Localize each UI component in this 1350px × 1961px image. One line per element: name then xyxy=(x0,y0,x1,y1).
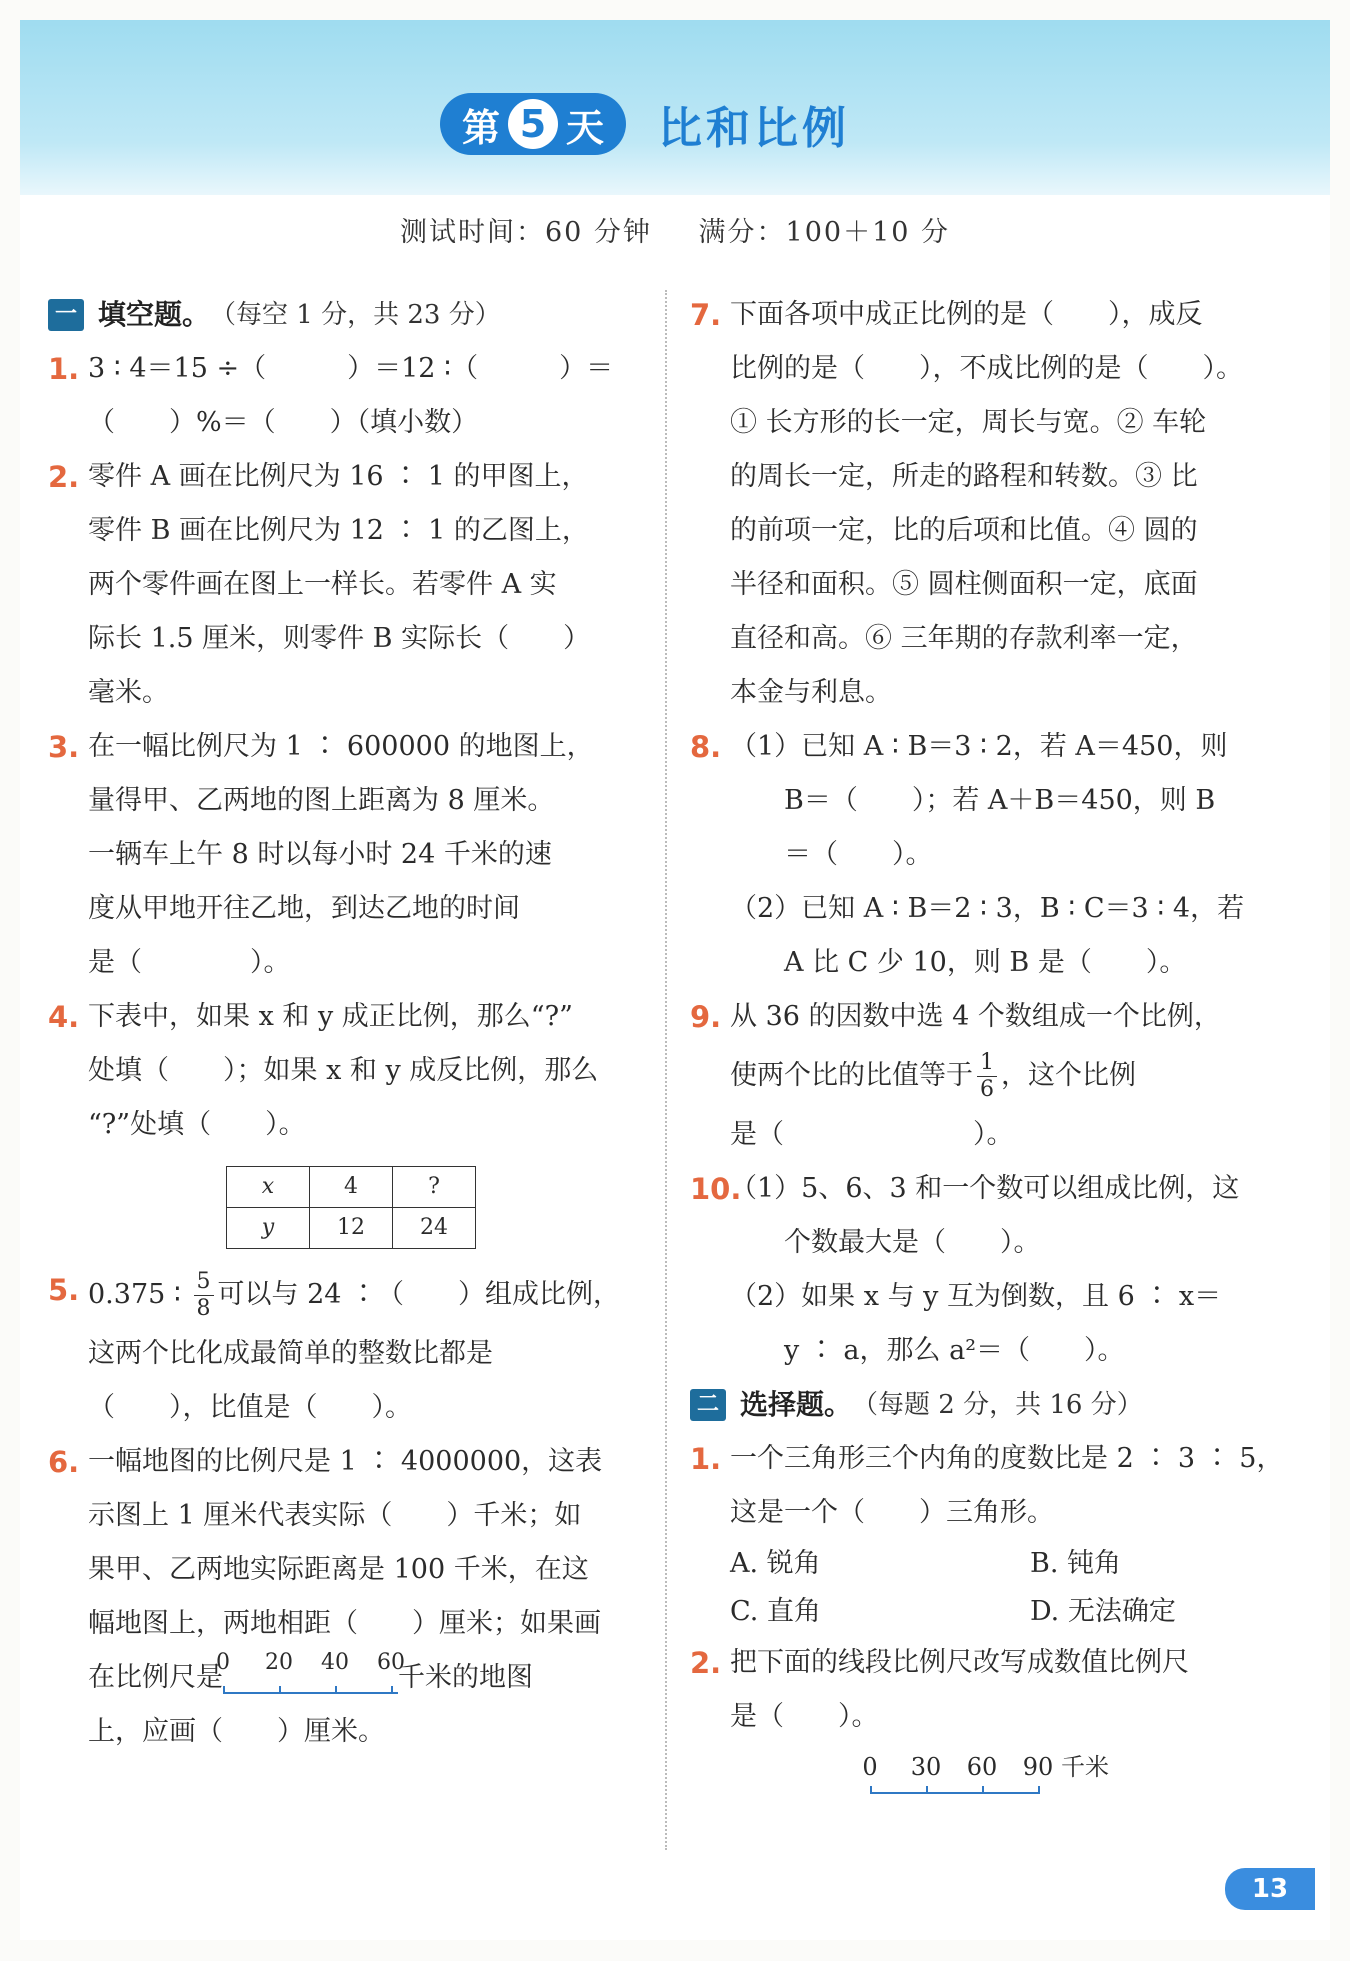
question-1-5 xyxy=(48,1263,648,1435)
table-cell: ? xyxy=(393,1167,476,1208)
question-line: 一个三角形三个内角的度数比是 2 ∶ 3 ∶ 5， xyxy=(730,1443,1284,1474)
question-line: 一辆车上午 8 时以每小时 24 千米的速 xyxy=(88,839,552,870)
question-line: 比例的是（ ），不成比例的是（ ）。 xyxy=(730,353,1243,384)
scale-label: 0 xyxy=(216,1649,230,1675)
question-line: （2）已知 A ∶ B＝2 ∶ 3，B ∶ C＝3 ∶ 4，若 xyxy=(730,893,1245,924)
lesson-header xyxy=(440,92,850,156)
right-column xyxy=(690,288,1305,1808)
section-2-badge: 二 xyxy=(690,1389,726,1421)
test-meta xyxy=(20,210,1330,249)
fraction-denominator: 8 xyxy=(196,1296,211,1321)
question-number: 2. xyxy=(48,460,80,494)
question-1-6 xyxy=(48,1435,648,1759)
question-1-8 xyxy=(690,720,1305,990)
question-number: 3. xyxy=(48,730,80,764)
scale-tick xyxy=(1038,1786,1040,1794)
page xyxy=(20,20,1330,1940)
scale-label: 90 xyxy=(1022,1753,1054,1781)
question-line: 量得甲、乙两地的图上距离为 8 厘米。 xyxy=(88,785,555,816)
scale-line xyxy=(870,1792,1040,1794)
question-line: （1）5、6、3 和一个数可以组成比例，这 xyxy=(730,1173,1240,1204)
column-divider xyxy=(665,290,667,1850)
question-line: 本金与利息。 xyxy=(730,677,892,708)
question-line: 的前项一定，比的后项和比值。④ 圆的 xyxy=(730,515,1198,546)
fraction-numerator: 1 xyxy=(977,1050,997,1077)
question-line: （1）已知 A ∶ B＝3 ∶ 2，若 A＝450，则 xyxy=(730,731,1228,762)
ratio-text: 使两个比的比值等于 xyxy=(730,1060,973,1091)
question-line xyxy=(88,1651,648,1705)
table-cell: 24 xyxy=(393,1208,476,1249)
question-number: 8. xyxy=(690,730,722,764)
line-scale xyxy=(862,1752,1150,1808)
lesson-title: 比和比例 xyxy=(658,103,851,154)
scale-tick xyxy=(223,1686,225,1694)
question-line: 是（ ）。 xyxy=(730,1701,879,1732)
question-line: 一幅地图的比例尺是 1 ∶ 4000000，这表 xyxy=(88,1446,603,1477)
ratio-text: ，这个比例 xyxy=(1001,1060,1136,1091)
question-line: 零件 A 画在比例尺为 16 ∶ 1 的甲图上， xyxy=(88,461,589,492)
scale-unit: 千米 xyxy=(1061,1753,1109,1781)
scale-pre-text: 在比例尺是 xyxy=(88,1662,223,1693)
day-prefix: 第 xyxy=(462,105,501,150)
scale-tick xyxy=(391,1686,393,1694)
question-number: 6. xyxy=(48,1445,80,1479)
question-line: 这两个比化成最简单的整数比都是 xyxy=(88,1338,493,1369)
question-line: “?”处填（ ）。 xyxy=(88,1109,306,1140)
question-number: 1. xyxy=(48,352,80,386)
xy-table xyxy=(226,1166,476,1249)
question-line: （ ），比值是（ ）。 xyxy=(88,1392,412,1423)
question-1-4 xyxy=(48,990,648,1249)
question-line: 度从甲地开往乙地，到达乙地的时间 xyxy=(88,893,520,924)
question-line: 上，应画（ ）厘米。 xyxy=(88,1716,385,1747)
table-cell: 12 xyxy=(310,1208,393,1249)
scale-line xyxy=(223,1692,398,1694)
scale-tick xyxy=(279,1686,281,1694)
table-row xyxy=(227,1208,476,1249)
section-2-heading xyxy=(690,1378,1305,1432)
question-line: 半径和面积。⑤ 圆柱侧面积一定，底面 xyxy=(730,569,1198,600)
question-number: 4. xyxy=(48,1000,80,1034)
question-line: 两个零件画在图上一样长。若零件 A 实 xyxy=(88,569,557,600)
question-line: B＝（ ）；若 A＋B＝450，则 B xyxy=(730,785,1216,816)
question-line: （2）如果 x 与 y 互为倒数，且 6 ∶ x＝ xyxy=(730,1281,1222,1312)
scale-tick xyxy=(870,1786,872,1794)
question-line: A 比 C 少 10，则 B 是（ ）。 xyxy=(730,947,1187,978)
fraction xyxy=(194,1269,214,1322)
table-cell: x xyxy=(227,1167,310,1208)
ratio-text: 可以与 24 ∶（ ）组成比例， xyxy=(217,1279,621,1310)
option-d: D. 无法确定 xyxy=(1030,1596,1176,1627)
question-line xyxy=(88,1263,648,1327)
question-line: 直径和高。⑥ 三年期的存款利率一定， xyxy=(730,623,1198,654)
question-2-1 xyxy=(690,1432,1305,1636)
question-line: 从 36 的因数中选 4 个数组成一个比例， xyxy=(730,1001,1221,1032)
section-2-title: 选择题。 xyxy=(740,1388,853,1421)
test-time: 测试时间：60 分钟 xyxy=(399,217,652,248)
question-1-7 xyxy=(690,288,1305,720)
scale-tick xyxy=(982,1786,984,1794)
question-line: 示图上 1 厘米代表实际（ ）千米；如 xyxy=(88,1500,582,1531)
option-c: C. 直角 xyxy=(730,1596,821,1627)
question-1-2 xyxy=(48,450,648,720)
question-line: 是（ ）。 xyxy=(88,947,291,978)
scale-label: 0 xyxy=(862,1753,878,1781)
question-line: 是（ ）。 xyxy=(730,1119,1014,1150)
question-line: 把下面的线段比例尺改写成数值比例尺 xyxy=(730,1647,1189,1678)
page-number: 13 xyxy=(1225,1868,1315,1910)
scale-label: 30 xyxy=(910,1753,942,1781)
question-number: 7. xyxy=(690,298,722,332)
day-suffix: 天 xyxy=(566,105,605,150)
scale-tick xyxy=(926,1786,928,1794)
option-b: B. 钝角 xyxy=(1030,1548,1122,1579)
section-2-note: （每题 2 分，共 16 分） xyxy=(852,1390,1143,1420)
table-cell: 4 xyxy=(310,1167,393,1208)
question-line: 3 ∶ 4＝15 ÷（ ）＝12 ∶（ ）＝ xyxy=(88,353,614,384)
line-scale xyxy=(216,1649,405,1702)
question-2-2 xyxy=(690,1636,1305,1808)
question-1-10 xyxy=(690,1162,1305,1378)
table-cell: y xyxy=(227,1208,310,1249)
question-line: 果甲、乙两地实际距离是 100 千米，在这 xyxy=(88,1554,589,1585)
question-line: 幅地图上，两地相距（ ）厘米；如果画 xyxy=(88,1608,601,1639)
question-line: 这是一个（ ）三角形。 xyxy=(730,1497,1054,1528)
question-line: 个数最大是（ ）。 xyxy=(730,1227,1041,1258)
question-line: 的周长一定，所走的路程和转数。③ 比 xyxy=(730,461,1198,492)
scale-tick xyxy=(335,1686,337,1694)
question-line: y ∶ a，那么 a²＝（ ）。 xyxy=(730,1335,1125,1366)
question-line: 际长 1.5 厘米，则零件 B 实际长（ ） xyxy=(88,623,591,654)
question-line: 毫米。 xyxy=(88,677,169,708)
fraction xyxy=(977,1050,997,1103)
question-line: （ ）%＝（ ）（填小数） xyxy=(88,407,479,438)
left-column xyxy=(48,288,648,1759)
ratio-text: 0.375 ∶ xyxy=(88,1279,190,1310)
question-line: 处填（ ）；如果 x 和 y 成反比例，那么 xyxy=(88,1055,599,1086)
question-line: 零件 B 画在比例尺为 12 ∶ 1 的乙图上， xyxy=(88,515,589,546)
scale-label: 60 xyxy=(377,1649,405,1675)
fraction-numerator: 5 xyxy=(194,1269,214,1296)
question-line: 下表中，如果 x 和 y 成正比例，那么“?” xyxy=(88,1001,573,1032)
scale-post-text: 的地图 xyxy=(452,1662,533,1693)
question-line: 在一幅比例尺为 1 ∶ 600000 的地图上， xyxy=(88,731,594,762)
section-1-heading xyxy=(48,288,648,342)
day-badge xyxy=(440,93,626,155)
question-1-1 xyxy=(48,342,648,450)
question-1-9 xyxy=(690,990,1305,1162)
question-number: 1. xyxy=(690,1442,722,1476)
fraction-denominator: 6 xyxy=(980,1077,994,1102)
question-1-3 xyxy=(48,720,648,990)
section-1-note: （每空 1 分，共 23 分） xyxy=(210,300,501,330)
scale-unit: 千米 xyxy=(398,1662,452,1693)
day-number: 5 xyxy=(508,99,558,149)
question-number: 2. xyxy=(690,1646,722,1680)
answer-options xyxy=(730,1540,1305,1636)
section-1-badge: 一 xyxy=(48,299,84,331)
scale-label: 20 xyxy=(265,1649,293,1675)
option-a: A. 锐角 xyxy=(730,1548,821,1579)
question-line: ① 长方形的长一定，周长与宽。② 车轮 xyxy=(730,407,1207,438)
table-row xyxy=(227,1167,476,1208)
question-number: 10. xyxy=(690,1172,742,1206)
section-1-title: 填空题。 xyxy=(98,298,211,331)
question-number: 9. xyxy=(690,1000,722,1034)
full-score: 满分：100＋10 分 xyxy=(698,217,951,248)
scale-label: 60 xyxy=(966,1753,998,1781)
question-line: ＝（ ）。 xyxy=(730,839,933,870)
question-line: 下面各项中成正比例的是（ ），成反 xyxy=(730,299,1203,330)
question-number: 5. xyxy=(48,1273,80,1307)
question-line xyxy=(730,1044,1305,1108)
scale-label: 40 xyxy=(321,1649,349,1675)
